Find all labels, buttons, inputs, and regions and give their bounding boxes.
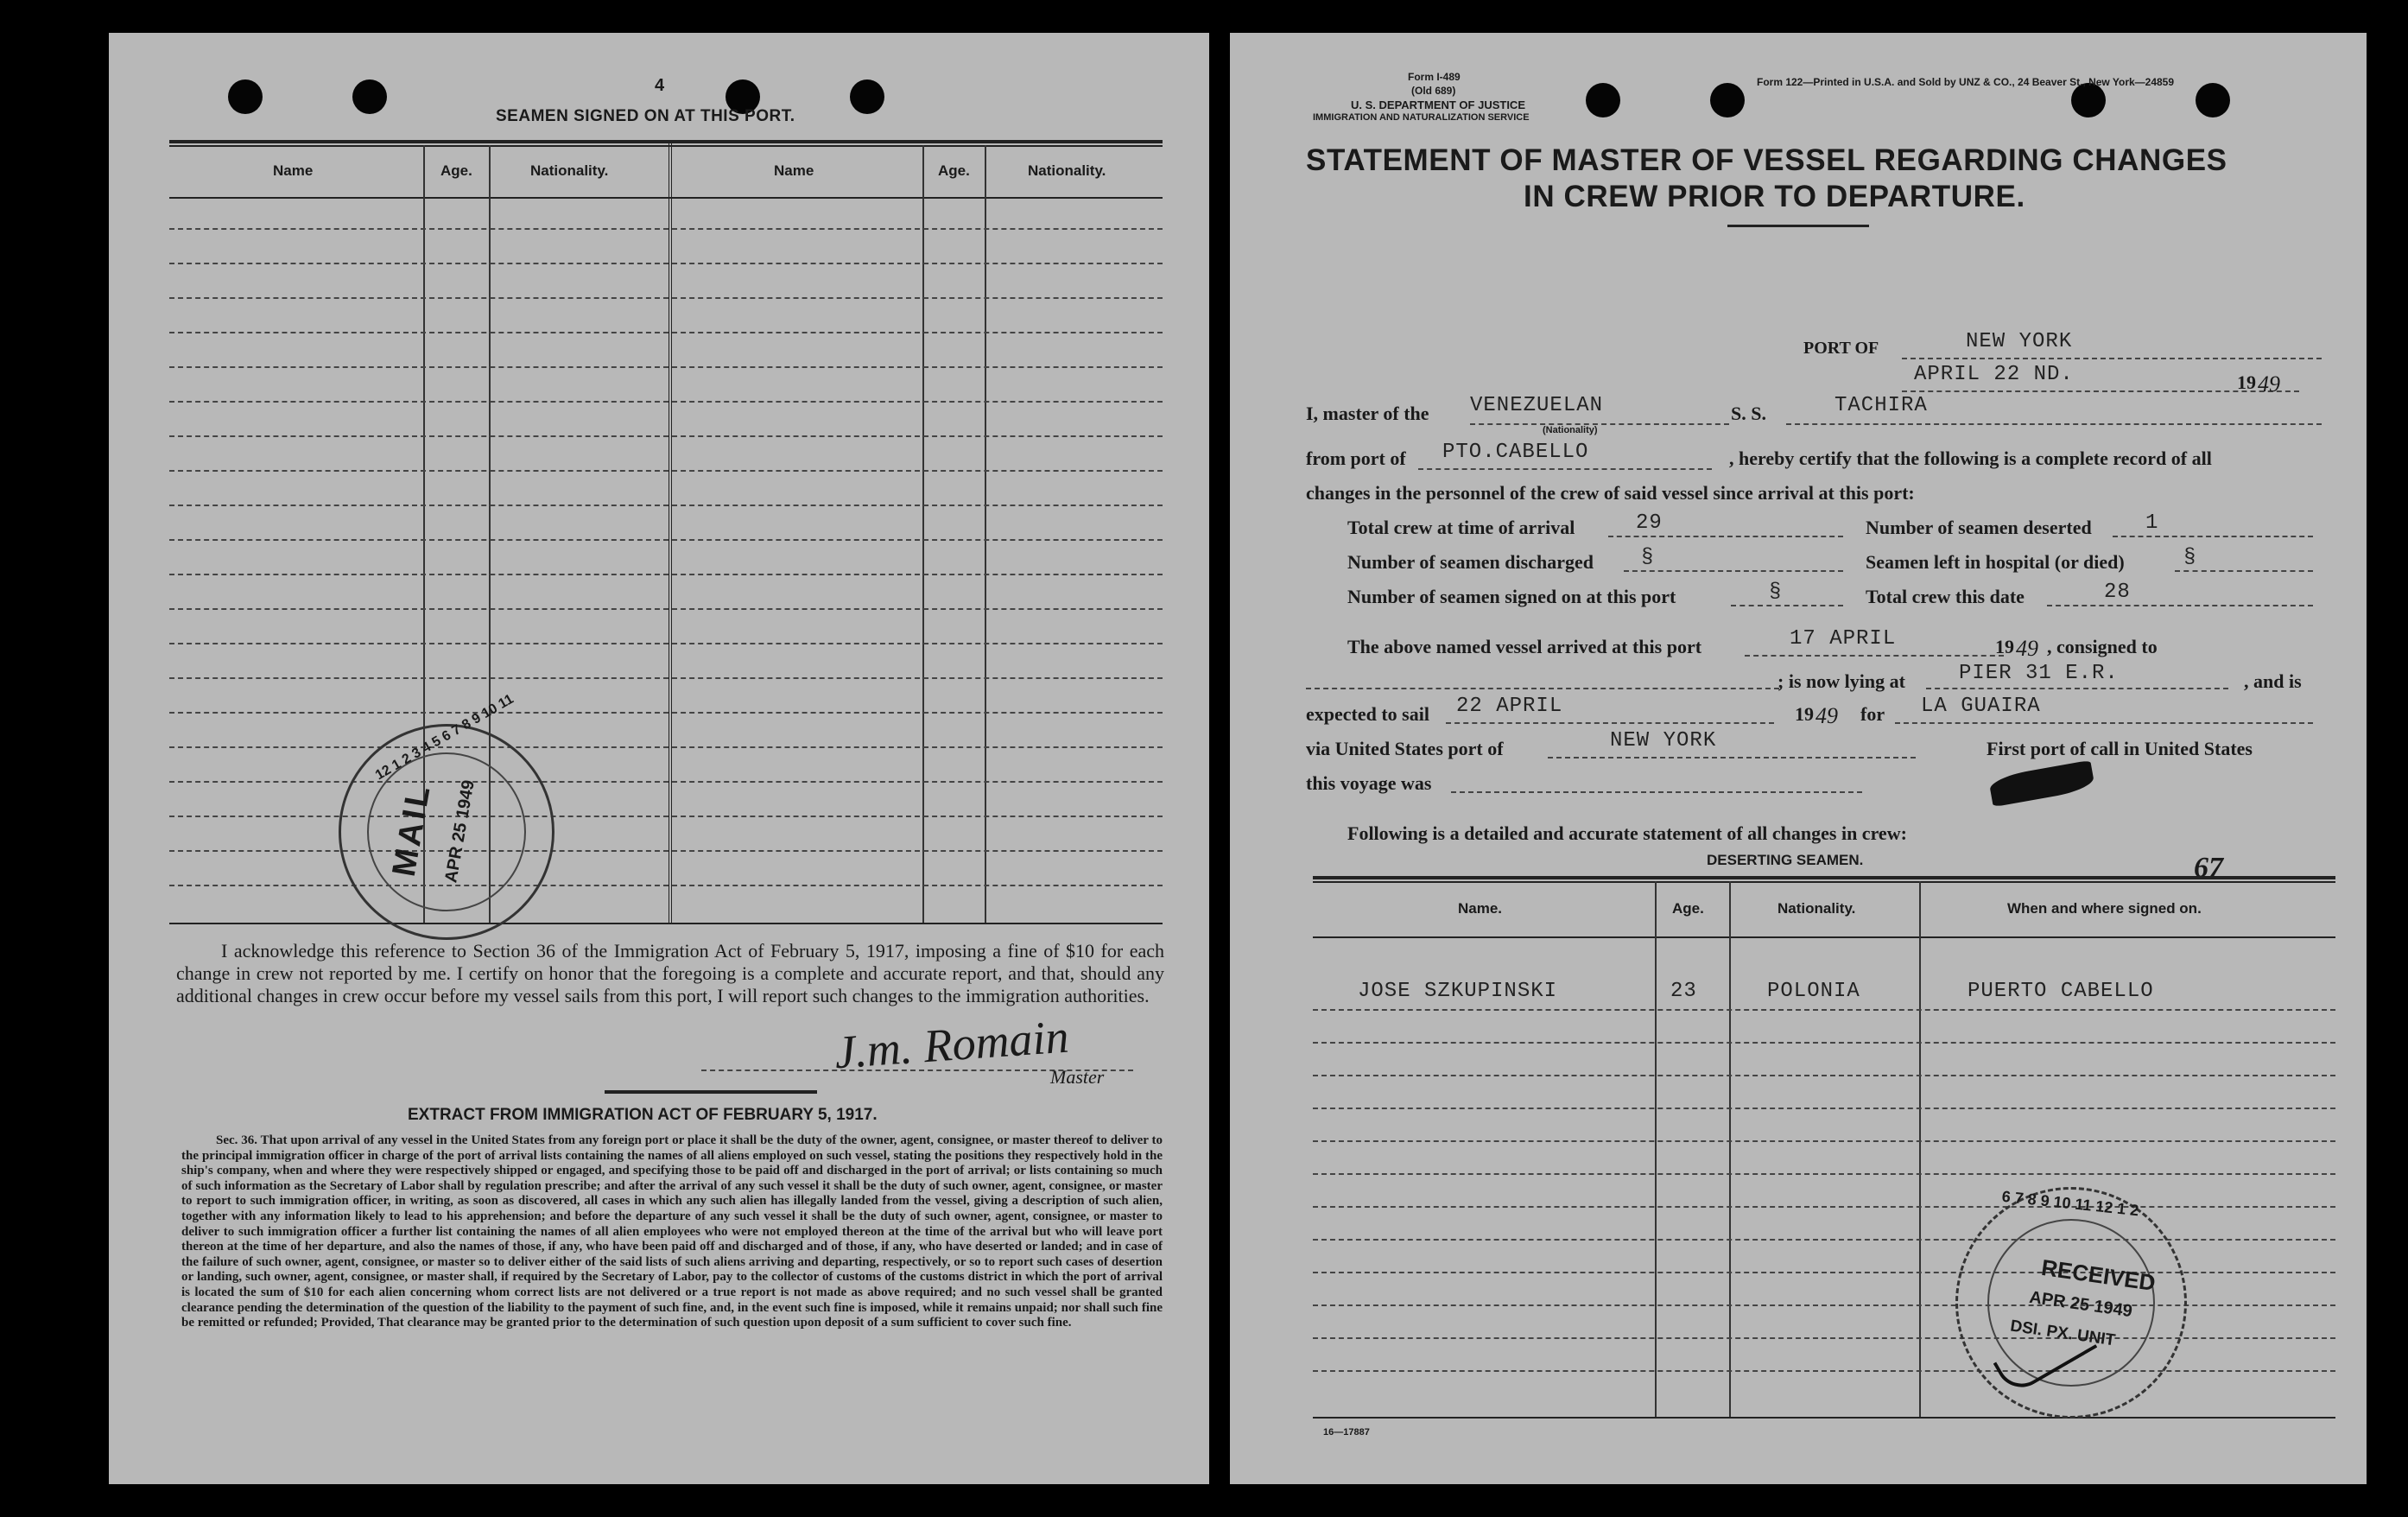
expected-year: 49: [1816, 703, 1838, 728]
department: U. S. DEPARTMENT OF JUSTICE: [1351, 98, 1525, 111]
deserting-title: DESERTING SEAMEN.: [1707, 852, 1864, 868]
received-stamp-date: APR 25 1949: [2028, 1287, 2134, 1322]
lying-value: PIER 31 E.R.: [1959, 662, 2119, 685]
total-crew-date-value: 28: [2104, 581, 2131, 604]
date-value: APRIL 22 ND.: [1914, 363, 2074, 386]
and-is-label: , and is: [2244, 670, 2302, 692]
punch-hole: [2196, 83, 2230, 117]
col-header-name-2: Name: [774, 162, 814, 179]
ship-name: TACHIRA: [1835, 394, 1928, 417]
lying-label: ; is now lying at: [1777, 670, 1905, 692]
handwritten-number: 67: [2194, 852, 2223, 884]
for-label: for: [1860, 703, 1885, 725]
master-of-label: I, master of the: [1306, 403, 1429, 424]
signed-on-value: §: [1769, 581, 1783, 604]
deserter-name: JOSE SZKUPINSKI: [1358, 980, 1558, 1003]
expected-value: 22 APRIL: [1456, 695, 1563, 718]
hospital-label: Seamen left in hospital (or died): [1866, 551, 2125, 573]
total-crew-arrival-label: Total crew at time of arrival: [1347, 517, 1575, 538]
service: IMMIGRATION AND NATURALIZATION SERVICE: [1313, 112, 1530, 123]
right-page: [1230, 33, 2367, 1484]
received-stamp-ring: 6 7 8 9 10 11 12 1 2: [2000, 1187, 2140, 1220]
for-value: LA GUAIRA: [1921, 695, 2041, 718]
arrived-year: 49: [2016, 636, 2038, 661]
changes-text: changes in the personnel of the crew of said vessel since arrival at this port:: [1306, 482, 1915, 504]
form-title-line-1: STATEMENT OF MASTER OF VESSEL REGARDING CHANGES: [1306, 143, 2227, 177]
col-header-age: Age.: [440, 162, 472, 179]
arrived-label: The above named vessel arrived at this port: [1347, 636, 1702, 657]
punch-hole: [850, 79, 884, 114]
acknowledgement-text: I acknowledge this reference to Section 36 of the Immigration Act of February 5, 1917, imposing a fine of $10 for each change in crew not reported by me. I certify on honor that the foregoing is a complete and accurate report, and that, should any additional changes in crew occur before my vessel sails from this port, I will report such changes to the immigration authorities.: [176, 940, 1164, 1006]
master-label: Master: [1050, 1066, 1105, 1088]
received-stamp: [1955, 1187, 2187, 1419]
col-header-age-2: Age.: [938, 162, 970, 179]
master-signature: J.m. Romain: [833, 1010, 1071, 1079]
arrived-year-prefix: 19: [1995, 636, 2014, 657]
punch-hole: [352, 79, 387, 114]
first-port-label: First port of call in United States: [1987, 738, 2253, 759]
total-crew-arrival-value: 29: [1636, 511, 1663, 535]
received-stamp-word: RECEIVED: [2039, 1254, 2158, 1297]
desert-col-name: Name.: [1458, 900, 1503, 917]
arrived-value: 17 APRIL: [1790, 627, 1897, 651]
punch-hole: [1586, 83, 1620, 117]
expected-year-prefix: 19: [1795, 703, 1814, 725]
from-port-value: PTO.CABELLO: [1442, 441, 1589, 464]
printer-line: Form 122—Printed in U.S.A. and Sold by UNZ & CO., 24 Beaver St., New York—24859: [1757, 76, 2175, 88]
nationality-value: VENEZUELAN: [1470, 394, 1604, 417]
punch-hole: [2071, 83, 2106, 117]
port-label: PORT OF: [1803, 339, 1879, 358]
punch-hole: [1710, 83, 1745, 117]
col-header-nationality-2: Nationality.: [1028, 162, 1106, 179]
total-crew-date-label: Total crew this date: [1866, 586, 2025, 607]
discharged-value: §: [1641, 546, 1655, 569]
mail-stamp: [339, 691, 554, 940]
ss-label: S. S.: [1731, 403, 1766, 424]
nationality-caption: (Nationality): [1543, 425, 1598, 435]
year-value: 49: [2258, 371, 2280, 397]
extract-title: EXTRACT FROM IMMIGRATION ACT OF FEBRUARY 5, 1917.: [408, 1106, 878, 1124]
punch-hole: [228, 79, 263, 114]
left-page: [109, 33, 1209, 1484]
form-old-number: (Old 689): [1411, 85, 1456, 97]
hospital-value: §: [2183, 546, 2197, 569]
deserted-value: 1: [2145, 511, 2159, 535]
via-value: NEW YORK: [1610, 729, 1717, 752]
ink-scribble: [1988, 760, 2095, 807]
consigned-label: , consigned to: [2047, 636, 2158, 657]
desert-col-age: Age.: [1672, 900, 1704, 917]
port-value: NEW YORK: [1966, 330, 2073, 353]
voyage-label: this voyage was: [1306, 772, 1432, 794]
desert-col-signed-on: When and where signed on.: [2007, 900, 2202, 917]
deserter-nationality: POLONIA: [1767, 980, 1860, 1003]
signed-on-label: Number of seamen signed on at this port: [1347, 586, 1676, 607]
received-stamp-unit: DSI. PX. UNIT: [2009, 1317, 2117, 1350]
signed-on-title: SEAMEN SIGNED ON AT THIS PORT.: [496, 107, 795, 125]
year-prefix: 19: [2237, 371, 2256, 393]
following-label: Following is a detailed and accurate statement of all changes in crew:: [1347, 822, 1907, 844]
from-port-label: from port of: [1306, 447, 1406, 469]
certify-text: , hereby certify that the following is a complete record of all: [1729, 447, 2212, 469]
page-number: 4: [655, 76, 665, 95]
col-header-nationality: Nationality.: [530, 162, 609, 179]
desert-col-nationality: Nationality.: [1777, 900, 1856, 917]
form-code: 16—17887: [1323, 1427, 1370, 1438]
col-header-name: Name: [273, 162, 314, 179]
deserted-label: Number of seamen deserted: [1866, 517, 2092, 538]
mail-stamp-date: APR 25 1949: [441, 778, 478, 885]
extract-text: Sec. 36. That upon arrival of any vessel in the United States from any foreign port or place it shall be the duty of the owner, agent, consignee, or master thereof to deliver to the principal immigration officer in charge of the port of arrival lists containing the names of all aliens employed on such vessel, stating the positions they respectively hold in the ship's company, when and where they were respectively shipped or engaged, and specifying those to be paid off and discharged in the port of arrival; or lists containing so much of such information as the Secretary of Labor shall by regulation prescribe; and after the arrival of any such vessel it shall be the duty of such owner, agent, consignee, or master to report to such immigration officer, in writing, as soon as discovered, all cases in which any such alien has illegally landed from the vessel, giving a description of such alien, together with any information likely to lead to his apprehension; and before the departure of any such vessel it shall be the duty of such owner, agent, consignee, or master to deliver to such immigration officer a further list containing the names of all alien employees who were not employed thereon at the time of the arrival but who will leave port thereon at the time of her departure, and also the names of those, if any, who have been paid off and discharged and of those, if any, who have deserted or landed; and in case of the failure of such owner, agent, consignee, or master so to deliver either of the said lists of such aliens arriving and departing, respectively, or so to report such cases of desertion or landing, such owner, agent, consignee, or master shall, if required by the Secretary of Labor, pay to the collector of customs of the customs district in which the port of arrival is located the sum of $10 for each alien concerning whom correct lists are not delivered or a true report is not made as above required; and no such vessel shall be granted clearance pending the determination of the question of the liability to the payment of such fine, and, in the event such fine is imposed, while it remains unpaid; nor shall such fine be remitted or refunded; Provided, That clearance may be granted prior to the determination of such question upon deposit of a sum sufficient to cover such fine.: [181, 1133, 1163, 1330]
mail-stamp-ring: 12 1 2 3 4 5 6 7 8 9 10 11: [372, 691, 516, 784]
deserter-signed-on: PUERTO CABELLO: [1968, 980, 2154, 1003]
mail-stamp-word: MAIL: [385, 780, 439, 879]
form-number: Form I-489: [1408, 71, 1461, 83]
via-label: via United States port of: [1306, 738, 1504, 759]
expected-label: expected to sail: [1306, 703, 1429, 725]
deserter-age: 23: [1670, 980, 1697, 1003]
form-title-line-2: IN CREW PRIOR TO DEPARTURE.: [1524, 180, 2025, 213]
discharged-label: Number of seamen discharged: [1347, 551, 1594, 573]
